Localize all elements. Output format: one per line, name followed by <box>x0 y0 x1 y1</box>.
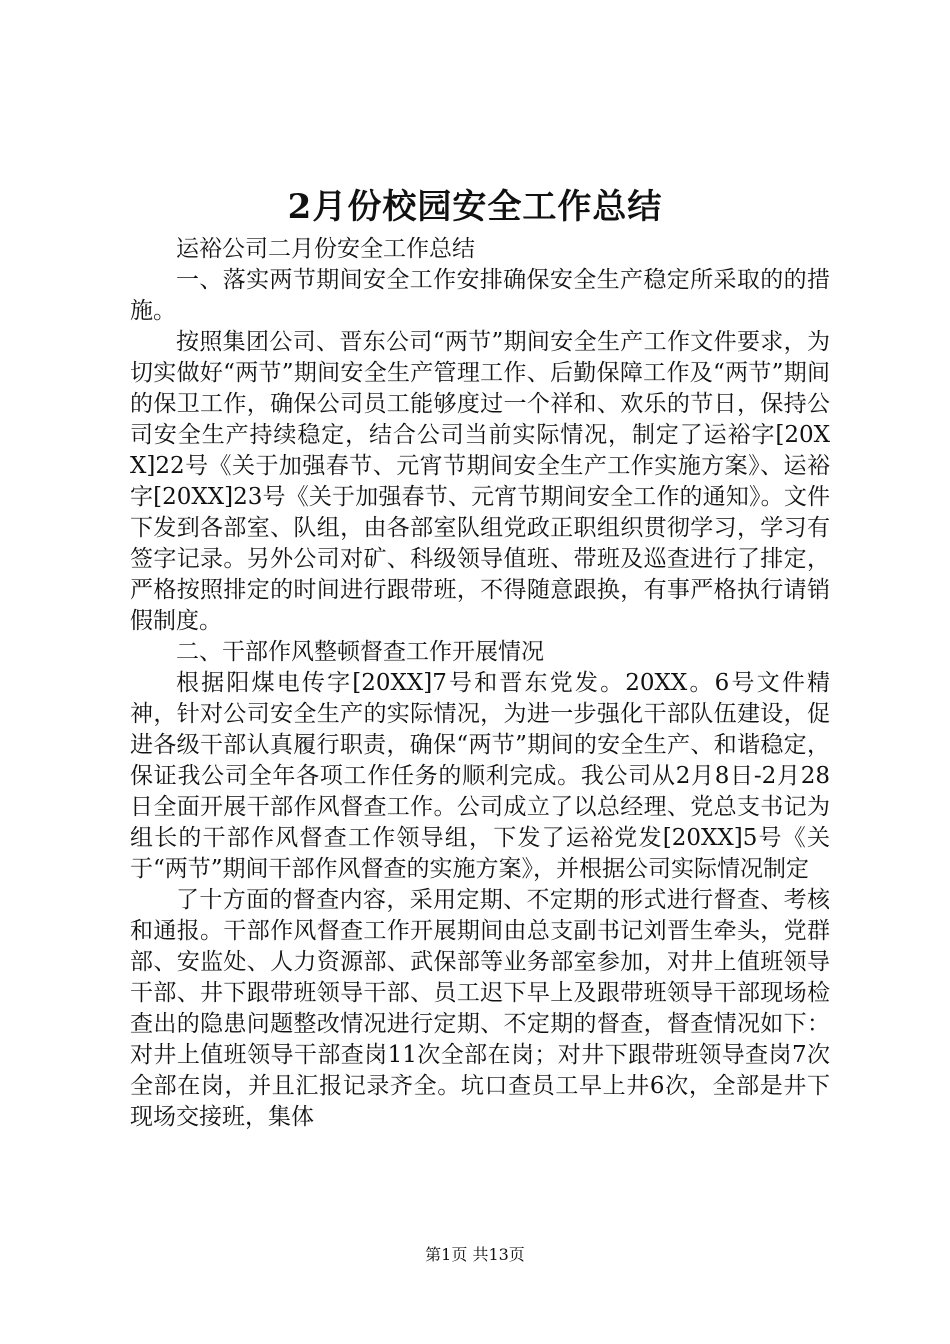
paragraph-section-2-heading: 二、干部作风整顿督查工作开展情况 <box>176 639 544 665</box>
paragraph-section-2-body: 根据阳煤电传字[20XX]7号和晋东党发。20XX。6号文件精神，针对公司安全生产的实际情况，为进一步强化干部队伍建设，促进各级干部认真履行职责，确保“两节”期间的安全生产、和谐稳定，保证我公司全年各项工作任务的顺利完成。我公司从2月8日-2月28日全面开展干部作风督查工作。公司成立了以总经理、党总支书记为组长的干部作风督查工作领导组，下发了运裕党发[20XX]5号《关于“两节”期间干部作风督查的实施方案》，并根据公司实际情况制定 <box>130 670 830 882</box>
paragraph-section-1-body: 按照集团公司、晋东公司“两节”期间安全生产工作文件要求，为切实做好“两节”期间安全生产管理工作、后勤保障工作及“两节”期间的保卫工作，确保公司员工能够度过一个祥和、欢乐的节日，保持公司安全生产持续稳定，结合公司当前实际情况，制定了运裕字[20XX]22号《关于加强春节、元宵节期间安全生产工作实施方案》、运裕字[20XX]23号《关于加强春节、元宵节期间安全工作的通知》。文件下发到各部室、队组，由各部室队组党政正职组织贯彻学习，学习有签字记录。另外公司对矿、科级领导值班、带班及巡查进行了排定，严格按照排定的时间进行跟带班，不得随意跟换，有事严格执行请销假制度。 <box>130 329 830 634</box>
document-title: 2月份校园安全工作总结 <box>287 187 663 227</box>
page-number-footer: 第1页 共13页 <box>425 1245 525 1264</box>
document-body <box>130 234 830 1133</box>
paragraph-section-2-continued: 了十方面的督查内容，采用定期、不定期的形式进行督查、考核和通报。干部作风督查工作开展期间由总支副书记刘晋生牵头，党群部、安监处、人力资源部、武保部等业务部室参加，对井上值班领导干部、井下跟带班领导干部、员工迟下早上及跟带班领导干部现场检查出的隐患问题整改情况进行定期、不定期的督查，督查情况如下：对井上值班领导干部查岗11次全部在岗；对井下跟带班领导查岗7次全部在岗，并且汇报记录齐全。坑口查员工早上井6次，全部是井下现场交接班，集体 <box>130 887 830 1130</box>
paragraph-subtitle: 运裕公司二月份安全工作总结 <box>176 236 475 262</box>
paragraph-section-1-heading: 一、落实两节期间安全工作安排确保安全生产稳定所采取的的措施。 <box>130 267 830 324</box>
